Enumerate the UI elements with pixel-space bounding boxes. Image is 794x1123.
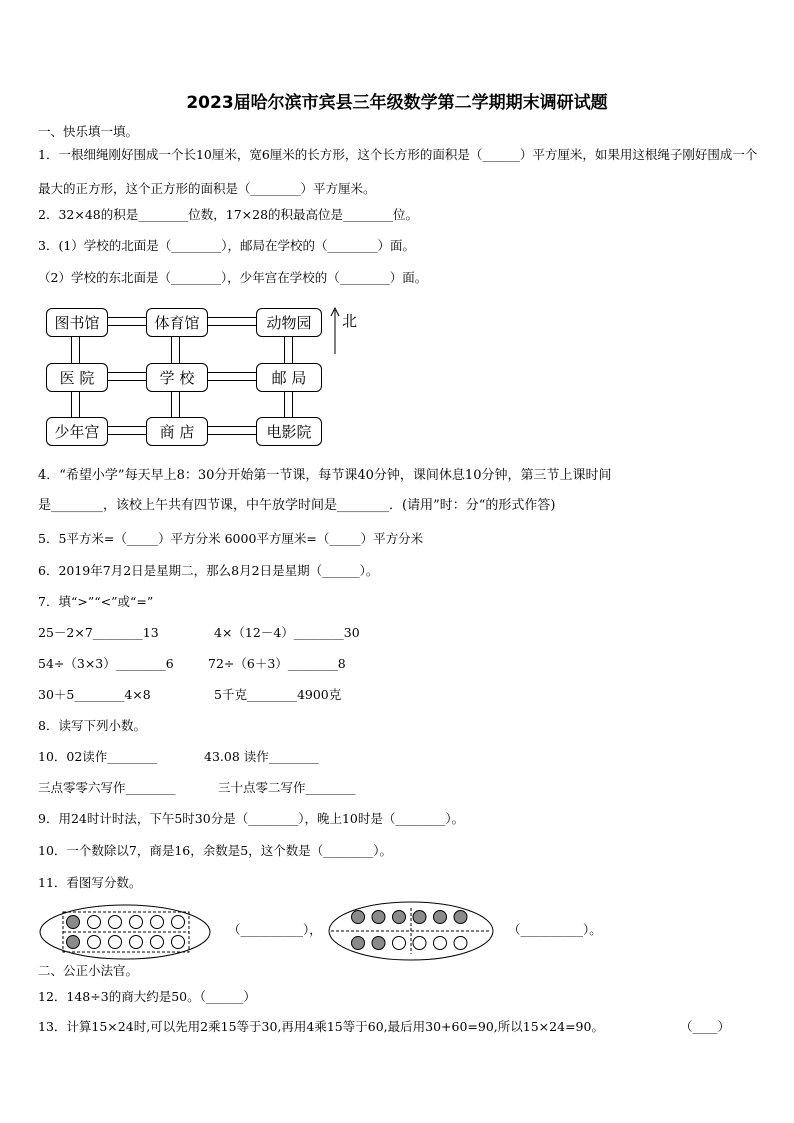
question-2: 2．32×48的积是________位数，17×28的积最高位是________位。 (38, 207, 419, 222)
shaded-circle (372, 911, 385, 924)
place-gym: 体育馆 (146, 308, 208, 337)
empty-circle (88, 916, 101, 929)
question-7-item: 25－2×7________13 (38, 625, 159, 640)
place-shop: 商 店 (146, 417, 208, 446)
road (106, 372, 146, 381)
shaded-circle (352, 937, 365, 950)
shaded-circle (454, 911, 467, 924)
question-13: 13．计算15×24时,可以先用2乘15等于30,再用4乘15等于60,最后用30+60=90,所以15×24=90。 (38, 1019, 604, 1034)
question-6: 6．2019年7月2日是星期二，那么8月2日是星期（______）。 (38, 563, 379, 578)
shaded-circle (413, 911, 426, 924)
question-8-item: 10．02读作________ (38, 749, 158, 764)
section-heading-1: 一、快乐填一填。 (38, 124, 139, 139)
north-arrow-icon (330, 306, 340, 356)
question-4b: 是________，该校上午共有四节课，中午放学时间是________．(请用”时：分“的形式作答) (38, 498, 556, 513)
place-library: 图书馆 (46, 308, 108, 337)
question-8: 8．读写下列小数。 (38, 718, 146, 733)
road (71, 391, 80, 418)
question-8-item: 三点零零六写作________ (38, 780, 176, 795)
question-8-item: 三十点零二写作________ (218, 780, 356, 795)
question-8-item: 43.08 读作________ (204, 749, 319, 764)
road (206, 426, 256, 435)
shaded-circle (352, 911, 365, 924)
fraction-figure-2 (327, 900, 495, 962)
question-12: 12．148÷3的商大约是50。（______） (38, 989, 256, 1004)
empty-circle (393, 937, 406, 950)
question-7: 7．填“>”“<”或“=” (38, 594, 154, 609)
empty-circle (109, 936, 122, 949)
question-4a: 4．“希望小学”每天早上8：30分开始第一节课，每节课40分钟，课间休息10分钟，第三节上课时间 (38, 468, 612, 483)
shaded-circle (67, 916, 80, 929)
place-hospital: 医 院 (46, 363, 108, 392)
empty-circle (454, 937, 467, 950)
question-7-item: 30＋5________4×8 (38, 687, 151, 702)
question-7-item: 4×（12－4）________30 (214, 625, 360, 640)
question-1: 1．一根细绳刚好围成一个长10厘米，宽6厘米的长方形，这个长方形的面积是（______）平方厘米，如果用这根绳子刚好围成一个最大的正方形，这个正方形的面积是（________）平方厘米。 (38, 147, 758, 196)
empty-circle (88, 936, 101, 949)
shaded-circle (67, 936, 80, 949)
road (206, 372, 256, 381)
road (71, 336, 80, 364)
empty-circle (172, 916, 185, 929)
road (284, 391, 293, 418)
empty-circle (151, 936, 164, 949)
question-7-item: 54÷（3×3）________6 (38, 656, 174, 671)
question-13-answer: （____） (680, 1019, 731, 1034)
empty-circle (172, 936, 185, 949)
empty-circle (130, 916, 143, 929)
road (171, 391, 180, 418)
road (284, 336, 293, 364)
road (206, 317, 256, 326)
north-label: 北 (342, 312, 358, 330)
road (106, 317, 146, 326)
empty-circle (434, 937, 447, 950)
road (171, 336, 180, 364)
empty-circle (109, 916, 122, 929)
question-9: 9．用24时计时法，下午5时30分是（________），晚上10时是（________）。 (38, 811, 465, 826)
place-post-office: 邮 局 (256, 363, 322, 392)
question-7-item: 72÷（6＋3）________8 (208, 656, 346, 671)
fraction-figure-1 (38, 903, 212, 961)
answer-blank-1: （__________）， (228, 922, 322, 937)
place-cinema: 电影院 (256, 417, 322, 446)
shaded-circle (393, 911, 406, 924)
empty-circle (151, 916, 164, 929)
place-youth-palace: 少年宫 (46, 417, 108, 446)
empty-circle (130, 936, 143, 949)
place-school: 学 校 (146, 363, 208, 392)
fig2-circles (352, 911, 468, 950)
place-zoo: 动物园 (256, 308, 322, 337)
question-5: 5．5平方米=（_____）平方分米 6000平方厘米=（_____）平方分米 (38, 531, 424, 546)
shaded-circle (372, 937, 385, 950)
question-10: 10．一个数除以7，商是16，余数是5，这个数是（________）。 (38, 843, 392, 858)
page-title: 2023届哈尔滨市宾县三年级数学第二学期期末调研试题 (186, 93, 608, 113)
empty-circle (413, 937, 426, 950)
question-3a: 3．(1）学校的北面是（________），邮局在学校的（________）面。 (38, 238, 416, 253)
question-3b: （2）学校的东北面是（________），少年宫在学校的（________）面。 (38, 270, 428, 285)
question-11: 11．看图写分数。 (38, 875, 142, 890)
shaded-circle (434, 911, 447, 924)
question-7-item: 5千克________4900克 (214, 687, 342, 702)
answer-blank-2: （__________）。 (508, 922, 602, 937)
road (106, 426, 146, 435)
section-heading-2: 二、公正小法官。 (38, 963, 139, 978)
